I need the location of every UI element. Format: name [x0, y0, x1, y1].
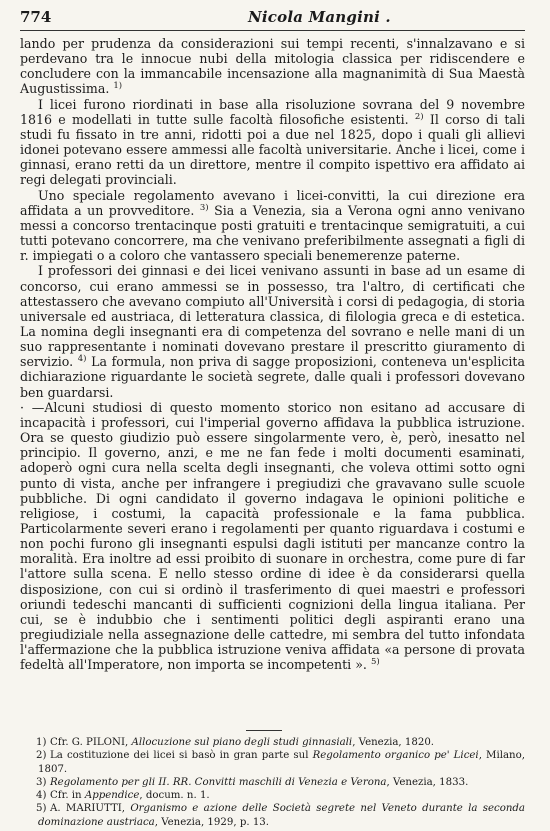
footnote-number: 4): [36, 790, 47, 802]
text-run: Il corso di tali studi fu fissato in tre anni, ridotti poi a due nel 1825, dopo i quali gli allievi idonei potevano essere ammessi alle facoltà universitarie. Anche i licei, come i ginnasi, erano retti da un direttore, mentre il compito ispettivo era affidato ai regi delegati provinciali.: [20, 111, 525, 188]
footnote-number: 2): [36, 750, 47, 762]
text-run: , Venezia, 1929, p. 13.: [154, 816, 270, 828]
footnote-number: 1): [36, 737, 47, 748]
page-header: [20, 6, 525, 28]
italic-title: Organismo e azione delle Società segrete nel Veneto durante la seconda dominazione austriaca: [38, 803, 525, 828]
footnote: [20, 776, 525, 789]
text-run: I licei furono riordinati in base alla risoluzione sovrana del 9 novembre 1816 e modellati in tutte sulle facoltà filosofiche esistenti.: [20, 96, 525, 127]
text-run: · —Alcuni studiosi di questo momento storico non esitano ad accusare di incapacità i professori, cui l'imperial governo affidava la pubblica istruzione. Ora se questo giudizio può essere singolarmente vero, è, però, inesatto nel principio. Il governo, anzi, e me ne fan fede i molti documenti esaminati, adoperò ogni cura nella scelta degli insegnanti, che voleva ottimi sotto ogni punto di vista, anche per infrangere i pregiudizi che gravavano sulle scuole pubbliche. Di ogni candidato il governo indagava le opinioni politiche e religiose, i costumi, la capacità professionale e la fama pubblica. Particolarmente severi erano i regolamenti per quanto riguardava i costumi e non pochi furono gli insegnanti espulsi dagli istituti per mancanze contro la moralità. Era inoltre ad essi proibito di suonare in orchestra, come pure di far l'attore sulla scena. E nello stesso ordine di idee è da considerarsi quella disposizione, con cui si ordinò il trasferimento di quei maestri e professori oriundi tedeschi mancanti di sufficienti cognizioni della lingua italiana. Per cui, se è indubbio che i sentimenti politici degli aspiranti erano una pregiudiziale nella assegnazione delle cattedre, mi sembra del tutto infondata l'affermazione che la pubblica istruzione veniva affidata «a persone di provata fedeltà all'Imperatore, non importa se incompetenti ».: [20, 399, 525, 673]
text-run: , Venezia, 1833.: [386, 776, 469, 788]
text-run: Cfr. in: [50, 790, 85, 802]
text-run: La formula, non priva di sagge proposizioni, conteneva un'esplicita dichiarazione riguardante le società segrete, dalle quali i professori dovevano ben guardarsi.: [20, 354, 525, 400]
running-head: Nicola Mangini .: [248, 8, 391, 26]
paragraph: [20, 188, 525, 264]
body-text: [20, 36, 525, 673]
text-run: A. MARIUTTI,: [50, 803, 131, 815]
footnote-number: 3): [36, 776, 47, 788]
footnote-ref: 3): [199, 202, 209, 213]
page-number: 774: [20, 8, 52, 26]
text-run: , docum. n. 1.: [139, 790, 210, 802]
footnote: [20, 802, 525, 829]
footnote: [20, 736, 525, 749]
header-rule: [20, 30, 525, 31]
text-run: La costituzione dei licei si basò in gran parte sul: [50, 750, 313, 762]
text-run: , Venezia, 1820.: [352, 737, 435, 748]
text-run: lando per prudenza da considerazioni sui tempi recenti, s'innalzavano e si perdevano tra le innocue nubi della mitologia classica per ridiscendere e concludere con la immancabile incensazione alla magnanimità di Sua Maestà Augustissima.: [20, 36, 525, 97]
italic-title: Regolamento per gli II. RR. Convitti maschili di Venezia e Verona: [50, 776, 387, 788]
paragraph: [20, 36, 525, 97]
text-run: Sia a Venezia, sia a Verona ogni anno venivano messi a concorso trentacinque posti gratuiti e trentacinque semigratuiti, a cui tutti potevano concorrere, ma che venivano preferibilmente assegnati a figli di r. impiegati o a coloro che vantassero speciali benemerenze paterne.: [20, 202, 525, 264]
footnote-ref: 4): [77, 354, 87, 365]
paragraph: [20, 263, 525, 399]
italic-title: Appendice: [84, 790, 140, 802]
footnotes: [20, 736, 525, 829]
footnote-ref: 2): [414, 111, 424, 122]
document-page: [20, 6, 525, 828]
paragraph: [20, 400, 525, 673]
text-run: Cfr. G. PILONI,: [50, 737, 132, 748]
footnote: [20, 749, 525, 776]
footnote-number: 5): [36, 803, 47, 815]
footnote-ref: 1): [113, 81, 123, 92]
footnote: [20, 789, 525, 802]
footnote-separator: [246, 730, 282, 731]
text-run: Uno speciale regolamento avevano i licei-convitti, la cui direzione era affidata a un provveditore.: [20, 187, 525, 218]
footnote-ref: 5): [370, 657, 380, 668]
text-run: , Milano, 1807.: [38, 750, 525, 775]
text-run: I professori dei ginnasi e dei licei venivano assunti in base ad un esame di concorso, cui erano ammessi se in possesso, tra l'altro, di certificati che attestassero che avevano compiuto all'Università i corsi di pedagogia, di storia universale ed austriaca, di letteratura classica, di filologia greca e di estetica. La nomina degli insegnanti era di competenza del sovrano e nelle mani di un suo rappresentante i nominati dovevano prestare il prescritto giuramento di servizio.: [20, 263, 525, 370]
paragraph: [20, 97, 525, 188]
italic-title: Regolamento organico pe' Licei: [312, 750, 479, 762]
italic-title: Allocuzione sul piano degli studi ginnasiali: [131, 737, 353, 748]
